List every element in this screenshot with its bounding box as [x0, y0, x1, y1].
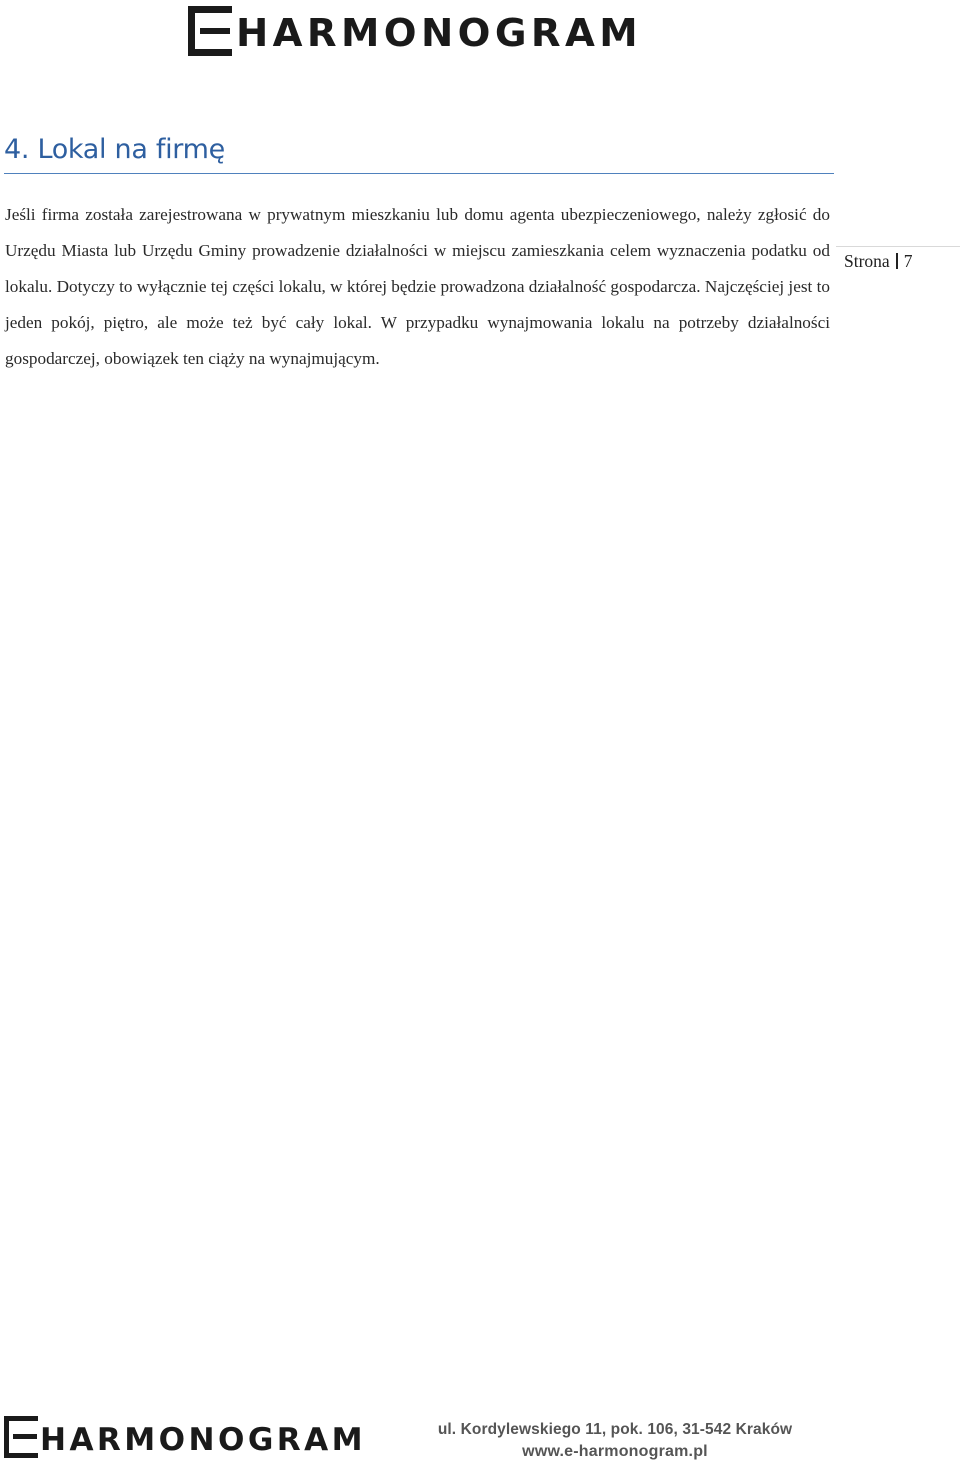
- footer-address: ul. Kordylewskiego 11, pok. 106, 31-542 Kraków: [437, 1421, 793, 1438]
- footer-contact: [420, 1419, 810, 1463]
- section-heading: [4, 130, 834, 174]
- page-number-rule: [836, 246, 960, 247]
- footer-logo: [2, 1412, 369, 1462]
- paragraph-text: Jeśli firma została zarejestrowana w prywatnym mieszkaniu lub domu agenta ubezpieczeniowego, należy zgłosić do Urzędu Miasta lub Urzędu Gminy prowadzenie działalności w miejscu zamieszkania celem wyznaczenia podatku od lokalu. Dotyczy to wyłącznie tej części lokalu, w której będzie prowadzona działalność gospodarcza. Najczęściej jest to jeden pokój, piętro, ale może też być cały lokal. W przypadku wynajmowania lokalu na potrzeby działalności gospodarczej, obowiązek ten ciąży na wynajmującym.: [5, 205, 830, 368]
- page-number: [844, 250, 912, 272]
- harmonogram-footer-logo-icon: [2, 1412, 369, 1462]
- harmonogram-logo-icon: [186, 2, 648, 60]
- svg-text:HARMONOGRAM: HARMONOGRAM: [40, 1422, 366, 1458]
- page-number-label: Strona: [844, 251, 890, 271]
- body-paragraph: [5, 197, 830, 377]
- page-number-separator: [896, 253, 898, 269]
- footer-website-link[interactable]: www.e-harmonogram.pl: [522, 1443, 708, 1460]
- svg-text:HARMONOGRAM: HARMONOGRAM: [236, 11, 642, 55]
- page-number-value: 7: [903, 251, 913, 271]
- header-logo: [186, 2, 648, 60]
- page-title: 4. Lokal na firmę: [4, 134, 225, 165]
